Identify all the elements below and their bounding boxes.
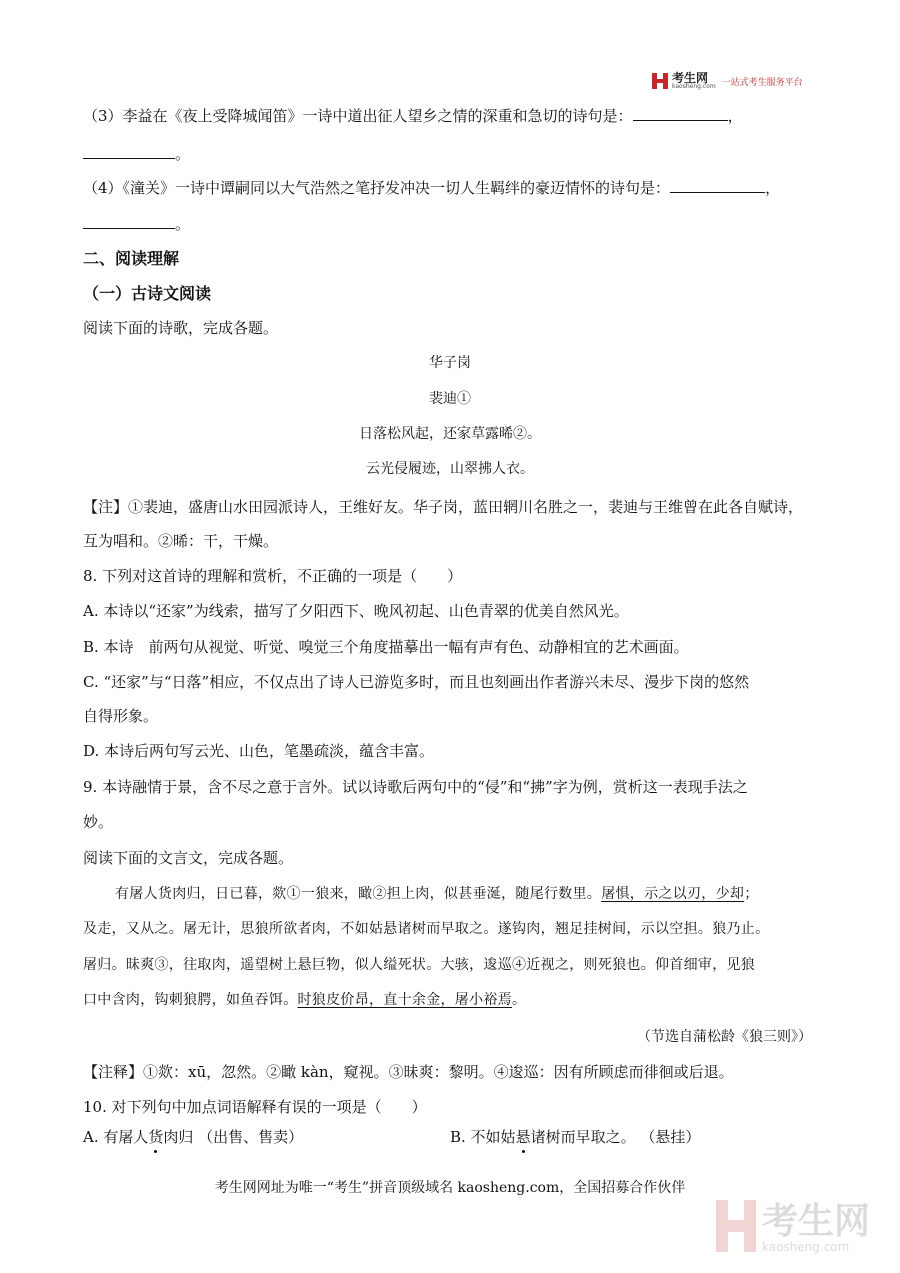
option-c-cont: 自得形象。 bbox=[83, 707, 159, 725]
option-c: C. “还家”与“日落”相应，不仅点出了诗人已游览多时，而且也刻画出作者游兴未尽、漫步下岗的悠然 bbox=[83, 673, 750, 691]
kaosheng-logo-icon bbox=[652, 73, 668, 89]
punctuation: ； bbox=[744, 886, 759, 902]
option-d: D. 本诗后两句写云光、山色，笔墨疏淡，蕴含丰富。 bbox=[83, 742, 435, 760]
punctuation: 。 bbox=[512, 992, 527, 1008]
question-4-cont bbox=[83, 214, 190, 234]
brand-slogan: 一站式考生服务平台 bbox=[721, 77, 803, 88]
brand-name: 考生网 bbox=[672, 71, 709, 85]
punctuation: ， bbox=[727, 107, 743, 125]
question-3 bbox=[83, 106, 743, 126]
question-3-cont bbox=[83, 144, 190, 164]
option-a bbox=[83, 1127, 303, 1147]
page-footer: 考生网网址为唯一“考生”拼音顶级域名 kaosheng.com，全国招募合作伙伴 bbox=[214, 1180, 686, 1196]
dotted-word: 货 bbox=[148, 1128, 164, 1146]
prose-text: 口中含肉，钩刺狼腭，如鱼吞饵。 bbox=[83, 992, 298, 1008]
brand-domain: kaosheng.com bbox=[672, 83, 716, 90]
watermark bbox=[716, 1200, 870, 1256]
punctuation: 。 bbox=[175, 145, 191, 163]
answer-blank bbox=[83, 214, 175, 229]
underlined-sentence: 时狼皮价昂，直十余金，屠小裕焉 bbox=[297, 992, 512, 1008]
option-text: 肉归 （出售、售卖） bbox=[163, 1128, 304, 1146]
dotted-word: 悬 bbox=[515, 1128, 531, 1146]
poem-author: 裴迪① bbox=[429, 391, 471, 407]
punctuation: ， bbox=[765, 179, 781, 197]
section-heading: 二、阅读理解 bbox=[83, 249, 180, 268]
watermark-text bbox=[762, 1203, 870, 1253]
option-b bbox=[450, 1127, 700, 1147]
prose-note: 【注释】①欻：xū，忽然。②瞰 kàn，窥视。③昧爽：黎明。④逡巡：因有所顾虑而徘徊或后退。 bbox=[83, 1063, 734, 1081]
poem-line: 日落松风起，还家草露晞②。 bbox=[359, 426, 541, 442]
prose-line bbox=[83, 990, 526, 1010]
prose-line bbox=[115, 884, 759, 904]
prose-intro: 阅读下面的文言文，完成各题。 bbox=[83, 849, 294, 867]
option-a: A. 本诗以“还家”为线索，描写了夕阳西下、晚风初起、山色青翠的优美自然风光。 bbox=[83, 602, 629, 620]
poem-line: 云光侵履迹，山翠拂人衣。 bbox=[366, 461, 534, 477]
underlined-sentence: 屠惧，示之以刃，少却 bbox=[601, 886, 745, 902]
poem-intro: 阅读下面的诗歌，完成各题。 bbox=[83, 319, 279, 337]
prose-line: 屠归。昧爽③，往取肉，遥望树上悬巨物，似人缢死状。大骇，逡巡④近视之，则死狼也。仰首细审，见狼 bbox=[83, 957, 756, 973]
answer-blank bbox=[633, 106, 728, 121]
question-4 bbox=[83, 178, 780, 198]
prose-source: （节选自蒲松龄《狼三则》） bbox=[637, 1029, 812, 1045]
prose-text: 有屠人货肉归，日已暮，欻①一狼来，瞰②担上肉，似甚垂涎，随尾行数里。 bbox=[115, 886, 602, 902]
brand-header bbox=[652, 72, 803, 90]
option-text: A. 有屠人 bbox=[83, 1128, 149, 1146]
question-9: 9. 本诗融情于景，含不尽之意于言外。试以诗歌后两句中的“侵”和“拂”字为例，赏析这一表现手法之 bbox=[83, 778, 748, 796]
answer-blank bbox=[83, 144, 175, 159]
question-9-cont: 妙。 bbox=[83, 813, 114, 831]
option-b: B. 本诗 前两句从视觉、听觉、嗅觉三个角度描摹出一幅有声有色、动静相宜的艺术画面。 bbox=[83, 638, 689, 656]
brand-text bbox=[672, 72, 716, 90]
question-8-stem: 8. 下列对这首诗的理解和赏析，不正确的一项是（ ） bbox=[83, 567, 463, 585]
poem-note: 【注】①裴迪，盛唐山水田园派诗人，王维好友。华子岗，蓝田辋川名胜之一，裴迪与王维曾在此各自赋诗， bbox=[83, 498, 804, 516]
watermark-title: 考生网 bbox=[762, 1201, 871, 1242]
watermark-domain: kaosheng.com bbox=[762, 1240, 850, 1254]
question-3-text: （3）李益在《夜上受降城闻笛》一诗中道出征人望乡之情的深重和急切的诗句是： bbox=[83, 107, 633, 125]
subsection-heading: （一）古诗文阅读 bbox=[83, 284, 212, 303]
question-10-stem: 10. 对下列句中加点词语解释有误的一项是（ ） bbox=[83, 1098, 427, 1116]
answer-blank bbox=[670, 178, 765, 193]
option-text: 诸树而早取之。 （悬挂） bbox=[530, 1128, 701, 1146]
question-4-text: （4）《潼关》一诗中谭嗣同以大气浩然之笔抒发冲决一切人生羁绊的豪迈情怀的诗句是： bbox=[83, 179, 671, 197]
punctuation: 。 bbox=[175, 215, 191, 233]
option-text: B. 不如姑 bbox=[450, 1128, 516, 1146]
poem-title: 华子岗 bbox=[429, 355, 471, 371]
kaosheng-logo-icon bbox=[716, 1200, 756, 1256]
prose-line: 及走，又从之。屠无计，思狼所欲者肉，不如姑悬诸树而早取之。遂钩肉，翘足挂树间，示以空担。狼乃止。 bbox=[83, 921, 770, 937]
poem-note: 互为唱和。②晞：干，干燥。 bbox=[83, 532, 279, 550]
